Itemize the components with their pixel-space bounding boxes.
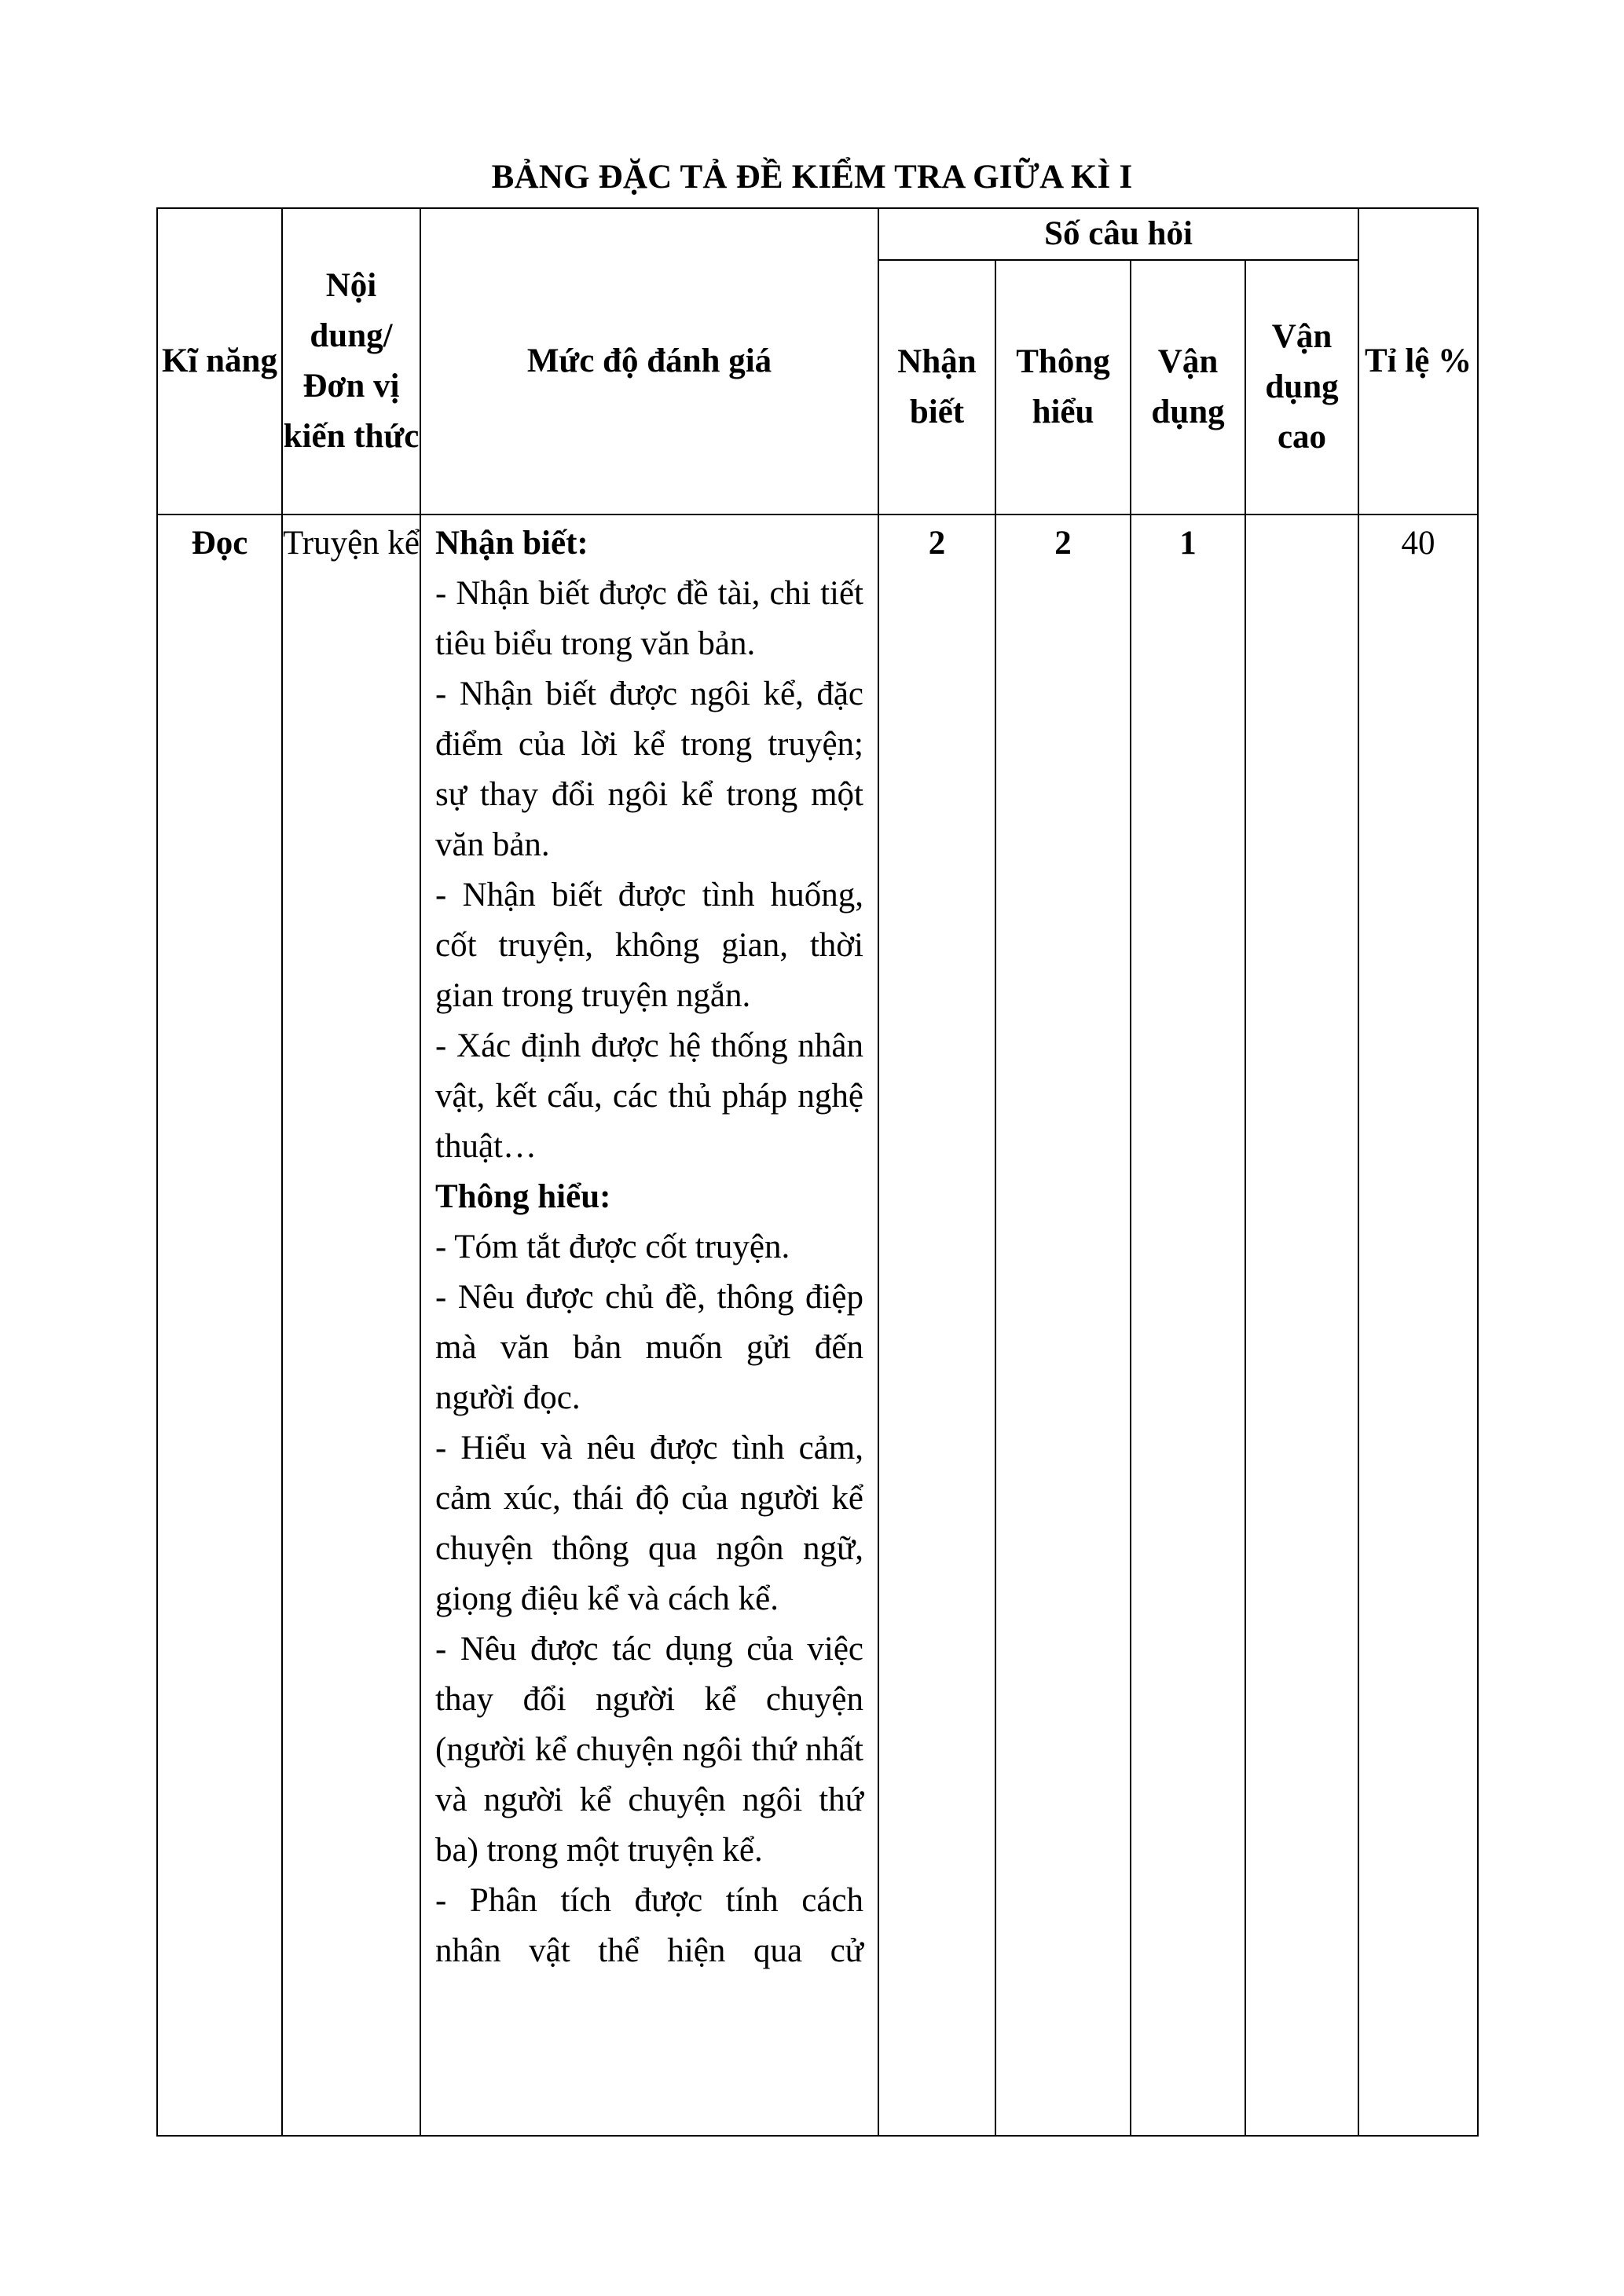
understand-item: - Nêu được tác dụng của việc thay đổi người kể chuyện (người kể chuyện ngôi thứ nhất và người kể chuyện ngôi thứ ba) trong một truyện kể.: [435, 1631, 863, 1869]
cell-apply-high-count: [1245, 514, 1358, 2136]
header-apply-high: Vận dụng cao: [1245, 260, 1358, 514]
cell-skill: Đọc: [157, 514, 282, 2136]
header-question-count: Số câu hỏi: [878, 208, 1358, 260]
cell-ratio: 40: [1358, 514, 1478, 2136]
understand-item: - Nêu được chủ đề, thông điệp mà văn bản muốn gửi đến người đọc.: [435, 1279, 863, 1416]
cell-recognize-count: 2: [878, 514, 995, 2136]
cell-unit: Truyện kể: [282, 514, 420, 2136]
understand-item: - Hiểu và nêu được tình cảm, cảm xúc, thái độ của người kể chuyện thông qua ngôn ngữ, giọng điệu kể và cách kể.: [435, 1430, 863, 1617]
understand-item: - Phân tích được tính cách nhân vật thể hiện qua cử: [435, 1882, 863, 1969]
recognize-item: - Nhận biết được ngôi kể, đặc điểm của lời kể trong truyện; sự thay đổi ngôi kể trong một văn bản.: [435, 676, 863, 863]
cell-understand-count: 2: [995, 514, 1131, 2136]
understand-item: - Tóm tắt được cốt truyện.: [435, 1229, 790, 1265]
cell-apply-count: 1: [1131, 514, 1245, 2136]
header-recognize: Nhận biết: [878, 260, 995, 514]
understand-heading: Thông hiểu:: [435, 1178, 611, 1215]
specification-table: [156, 207, 1479, 2137]
recognize-item: - Nhận biết được đề tài, chi tiết tiêu biểu trong văn bản.: [435, 575, 863, 662]
recognize-item: - Xác định được hệ thống nhân vật, kết cấu, các thủ pháp nghệ thuật…: [435, 1027, 863, 1165]
header-level: Mức độ đánh giá: [420, 208, 878, 514]
header-skill: Kĩ năng: [157, 208, 282, 514]
header-apply: Vận dụng: [1131, 260, 1245, 514]
recognize-heading: Nhận biết:: [435, 525, 588, 562]
header-understand: Thông hiểu: [995, 260, 1131, 514]
header-ratio: Tỉ lệ %: [1358, 208, 1478, 514]
cell-description: [420, 514, 878, 2136]
recognize-item: - Nhận biết được tình huống, cốt truyện, không gian, thời gian trong truyện ngắn.: [435, 877, 863, 1014]
page-title: BẢNG ĐẶC TẢ ĐỀ KIỂM TRA GIỮA KÌ I: [491, 159, 1133, 196]
table-row: [157, 514, 1478, 2136]
header-unit: Nội dung/ Đơn vị kiến thức: [282, 208, 420, 514]
